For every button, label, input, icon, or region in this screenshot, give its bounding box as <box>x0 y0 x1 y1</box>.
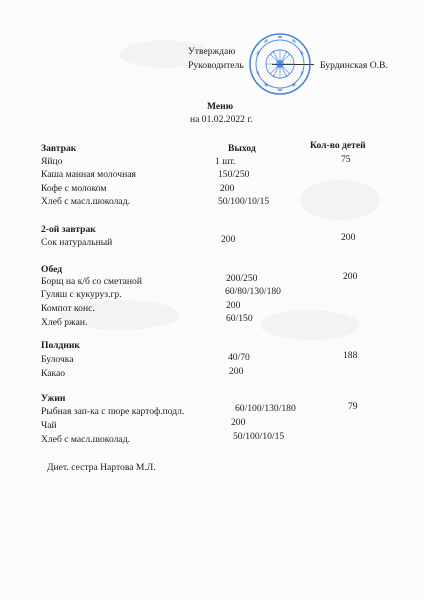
dish-yield: 200 <box>221 234 236 245</box>
scan-smudge <box>260 310 360 340</box>
dish-name: Яйцо <box>41 156 63 167</box>
meal-header-afternoon-snack: Полдник <box>41 340 80 351</box>
dish-yield: 60/80/130/180 <box>225 286 281 297</box>
director-name: Бурдинская О.В. <box>320 60 388 71</box>
dish-name: Какао <box>41 368 66 379</box>
dish-name: Борщ на к/б со сметаной <box>41 276 142 287</box>
dish-yield: 50/100/10/15 <box>218 196 270 207</box>
meal-header-breakfast: Завтрак <box>41 143 77 154</box>
meal-header-lunch: Обед <box>41 264 63 275</box>
scan-smudge <box>300 180 380 220</box>
children-count-dinner: 79 <box>348 401 358 412</box>
dish-name: Хлеб ржан. <box>41 317 88 328</box>
meal-header-dinner: Ужин <box>41 393 66 404</box>
children-count-afternoon-snack: 188 <box>343 350 358 361</box>
dietitian-signature-label: Диет. сестра Нартова М.Л. <box>47 462 156 473</box>
dish-yield: 50/100/10/15 <box>233 431 285 442</box>
dish-name: Каша манная молочная <box>41 169 136 180</box>
dish-yield: 40/70 <box>228 352 250 363</box>
dish-name: Компот конс. <box>41 303 95 314</box>
dish-yield: 200 <box>226 300 241 311</box>
dish-name: Кофе с молоком <box>41 183 107 194</box>
children-column-header: Кол-во детей <box>310 140 366 151</box>
dish-yield: 200 <box>229 366 244 377</box>
dish-name: Чай <box>41 420 57 431</box>
dish-name: Хлеб с масл.шоколад. <box>41 196 130 207</box>
dish-name: Гуляш с кукуруз.гр. <box>41 289 122 300</box>
menu-date: на 01.02.2022 г. <box>190 114 253 125</box>
dish-yield: 1 шт. <box>215 156 236 167</box>
dish-name: Рыбная зап-ка с пюре картоф.подл. <box>41 406 185 417</box>
children-count-second-breakfast: 200 <box>341 232 356 243</box>
official-stamp-icon <box>248 32 312 96</box>
dish-yield: 60/100/130/180 <box>235 403 296 414</box>
menu-title: Меню <box>207 101 234 112</box>
dish-yield: 60/150 <box>226 313 253 324</box>
approve-label: Утверждаю <box>188 46 236 57</box>
dish-yield: 200 <box>231 417 246 428</box>
dish-name: Булочка <box>41 354 74 365</box>
children-count-lunch: 200 <box>343 271 358 282</box>
meal-header-second-breakfast: 2-ой завтрак <box>41 224 96 235</box>
dish-name: Хлеб с масл.шоколад. <box>41 434 130 445</box>
children-count-breakfast: 75 <box>341 154 351 165</box>
dish-yield: 200/250 <box>226 273 258 284</box>
dish-yield: 150/250 <box>218 169 250 180</box>
dish-name: Сок натуральный <box>41 237 113 248</box>
role-label: Руководитель <box>188 60 244 71</box>
yield-column-header: Выход <box>228 143 256 154</box>
dish-yield: 200 <box>220 183 235 194</box>
